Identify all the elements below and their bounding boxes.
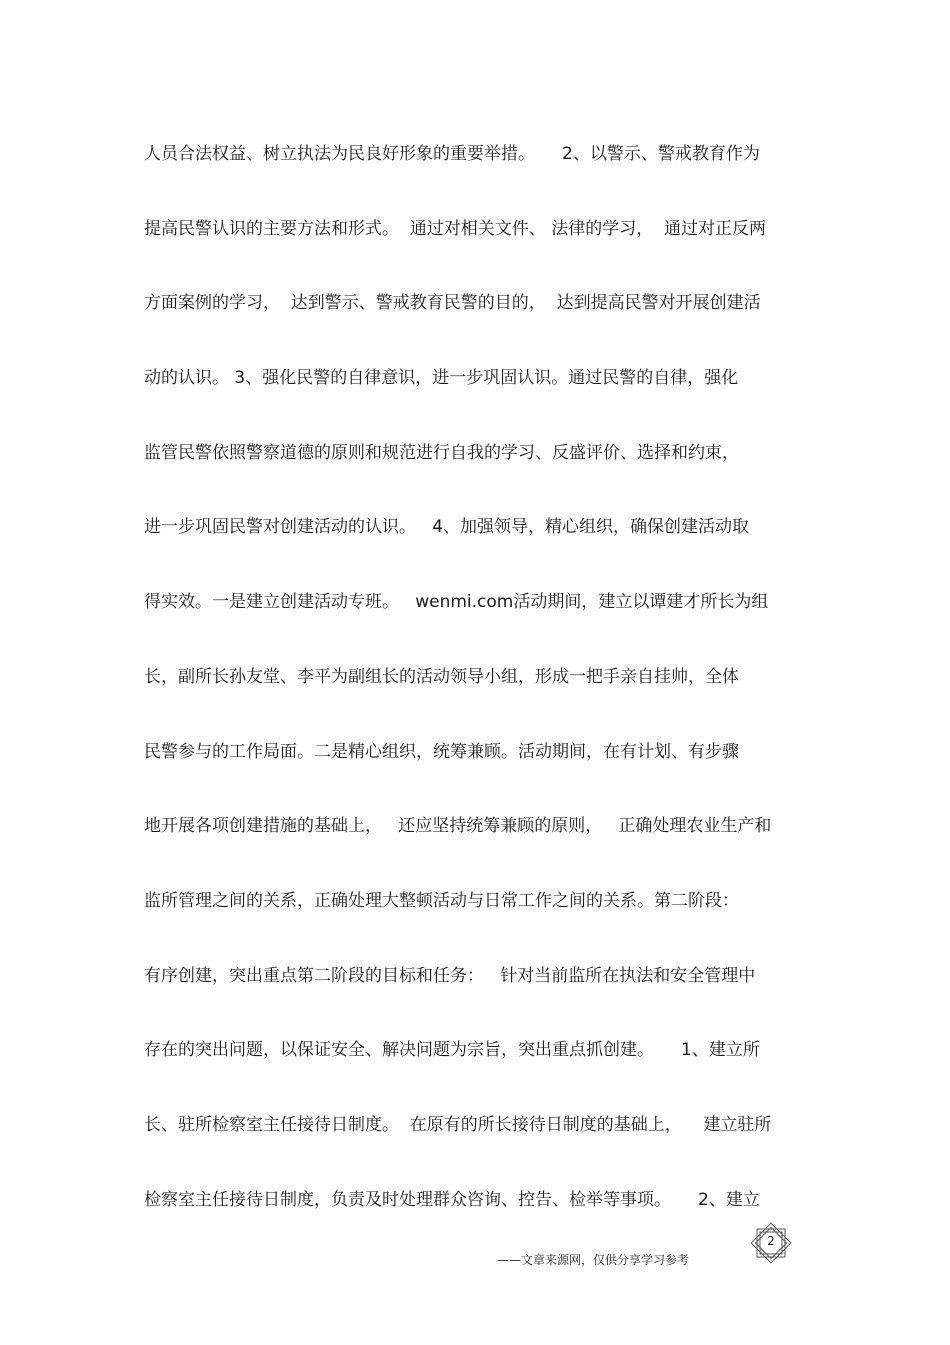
text-line: 检察室主任接待日制度，负责及时处理群众咨询、控告、检举等事项。 2、建立: [144, 1189, 760, 1210]
text-line: 人员合法权益、树立执法为民良好形象的重要举措。 2、以警示、警戒教育作为: [144, 144, 760, 164]
text-line: 民警参与的工作局面。二是精心组织，统筹兼顾。活动期间，在有计划、有步骤: [144, 741, 739, 762]
text-line: 监所管理之间的关系，正确处理大整顿活动与日常工作之间的关系。第二阶段：: [144, 890, 739, 911]
footer-source-note: ——文章来源网，仅供分享学习参考: [497, 1253, 690, 1267]
text-line: 动的认识。 3、强化民警的自律意识，进一步巩固认识。通过民警的自律，强化: [144, 368, 739, 389]
text-line: 存在的突出问题，以保证安全、解决问题为宗旨，突出重点抓创建。 1、建立所: [144, 1040, 760, 1061]
text-line: 提高民警认识的主要方法和形式。 通过对相关文件、 法律的学习， 通过对正反两: [144, 218, 767, 239]
text-line: 进一步巩固民警对创建活动的认识。 4、加强领导，精心组织，确保创建活动取: [144, 517, 750, 538]
text-line: 长，副所长孙友堂、李平为副组长的活动领导小组，形成一把手亲自挂帅，全体: [144, 666, 739, 687]
text-line: 地开展各项创建措施的基础上， 还应坚持统筹兼顾的原则， 正确处理农业生产和: [144, 816, 772, 837]
page-badge: [747, 1220, 795, 1266]
text-line: 有序创建，突出重点第二阶段的目标和任务： 针对当前监所在执法和安全管理中: [144, 965, 756, 986]
text-line: 长、驻所检察室主任接待日制度。 在原有的所长接待日制度的基础上， 建立驻所: [144, 1114, 772, 1135]
text-line: 方面案例的学习， 达到警示、警戒教育民警的目的， 达到提高民警对开展创建活: [144, 293, 761, 314]
text-line: 得实效。一是建立创建活动专班。 wenmi.com活动期间，建立以谭建才所长为组: [144, 592, 769, 613]
page-number: 2: [767, 1234, 775, 1248]
text-line: 监管民警依照警察道德的原则和规范进行自我的学习、反盛评价、选择和约束，: [144, 442, 739, 463]
body-text: [144, 136, 816, 1256]
